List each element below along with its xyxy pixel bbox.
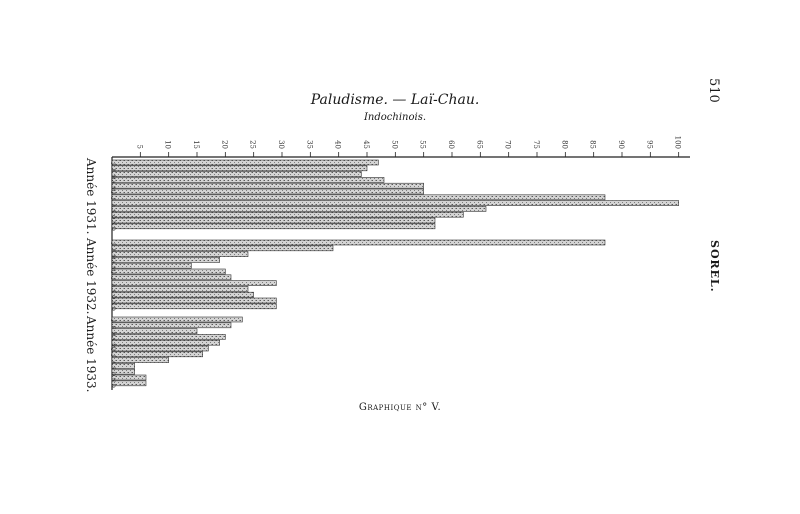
x-tick-label: 25	[248, 140, 257, 149]
month-label: F	[110, 248, 116, 253]
x-tick-label: 30	[277, 140, 285, 149]
month-label: D	[110, 383, 116, 388]
bar	[112, 358, 169, 363]
x-tick-label: 35	[305, 140, 314, 149]
bar	[112, 166, 367, 171]
x-tick-label: 5	[135, 144, 144, 149]
bar	[112, 240, 605, 245]
chart-subtitle: Indochinois.	[363, 112, 427, 123]
chart-title: Paludisme. — Laï-Chau.	[310, 92, 480, 108]
month-label: M	[110, 343, 116, 349]
bar	[112, 304, 276, 309]
month-label: A	[110, 203, 116, 208]
bar	[112, 269, 225, 274]
month-label: A	[110, 180, 116, 184]
x-tick-label: 50	[390, 140, 399, 149]
month-label: M	[110, 331, 116, 337]
x-tick-label: 95	[645, 140, 654, 149]
bar	[112, 224, 435, 229]
month-label: J	[110, 197, 116, 200]
month-label: J	[110, 271, 116, 274]
bar	[112, 275, 231, 280]
month-label: N	[110, 377, 116, 383]
x-tick-label: 40	[333, 140, 342, 149]
month-label: J	[110, 319, 116, 322]
month-label: M	[110, 186, 116, 192]
bar	[112, 201, 679, 206]
year-label-1931: Année 1931.	[84, 158, 98, 235]
bar	[112, 375, 146, 380]
month-label: A	[110, 283, 116, 288]
bar	[112, 323, 231, 328]
x-tick-label: 70	[503, 140, 512, 150]
page-number: 510	[706, 78, 721, 103]
month-label: N	[110, 300, 116, 306]
year-label-1933: Année 1933.	[84, 316, 98, 393]
bar	[112, 352, 203, 357]
bar	[112, 172, 361, 177]
month-label: N	[110, 220, 116, 226]
x-tick-label: 80	[560, 140, 569, 149]
month-label: J	[110, 162, 116, 165]
bar	[110, 292, 254, 300]
bar	[110, 212, 463, 220]
x-tick-label: 65	[475, 140, 484, 149]
month-label: J	[110, 242, 116, 245]
bar	[112, 263, 191, 268]
bar	[112, 281, 276, 286]
month-label: A	[110, 260, 116, 264]
x-tick-label: 20	[220, 140, 229, 149]
month-label: S	[110, 209, 116, 213]
bar	[112, 381, 146, 386]
x-tick-label: 45	[362, 140, 370, 149]
x-tick-label: 10	[163, 140, 172, 149]
month-label: J	[110, 277, 116, 280]
x-tick-label: 15	[192, 140, 200, 149]
bar	[112, 195, 605, 200]
bar	[112, 218, 435, 223]
month-label: F	[110, 168, 116, 173]
bar	[112, 298, 276, 303]
month-label: M	[110, 174, 116, 180]
month-label: S	[110, 366, 116, 370]
bar	[112, 286, 248, 291]
month-label: A	[110, 337, 116, 341]
month-label: O	[110, 372, 116, 377]
bar	[112, 189, 424, 194]
month-label: J	[110, 191, 116, 194]
bar	[112, 340, 220, 345]
running-head: SOREL.	[708, 240, 721, 293]
bar	[112, 329, 197, 334]
month-label: J	[110, 348, 116, 351]
x-tick-label: 100	[673, 135, 682, 149]
bar	[112, 252, 248, 257]
month-label: O	[110, 215, 116, 220]
month-label: M	[110, 266, 116, 272]
month-label: A	[110, 360, 116, 365]
bar	[110, 174, 384, 182]
x-tick-label: 55	[418, 140, 427, 149]
x-tick-label: 85	[588, 140, 597, 149]
bar	[110, 331, 225, 339]
bar	[110, 254, 220, 262]
month-label: J	[110, 354, 116, 357]
bar	[112, 246, 333, 251]
figure-caption: Graphique n° V.	[358, 402, 442, 413]
x-tick-label: 90	[617, 140, 625, 149]
bar	[112, 206, 486, 211]
bar	[112, 183, 424, 188]
year-label-1932: Année 1932.	[84, 238, 98, 315]
month-label: M	[110, 254, 116, 260]
x-tick-label: 75	[532, 140, 540, 149]
month-label: D	[110, 226, 116, 231]
bar	[112, 317, 242, 322]
month-label: F	[110, 325, 116, 330]
bar	[112, 346, 208, 351]
bar	[112, 160, 378, 165]
month-label: S	[110, 289, 116, 293]
month-label: D	[110, 306, 116, 311]
month-label: O	[110, 295, 116, 300]
x-tick-label: 60	[447, 140, 455, 149]
